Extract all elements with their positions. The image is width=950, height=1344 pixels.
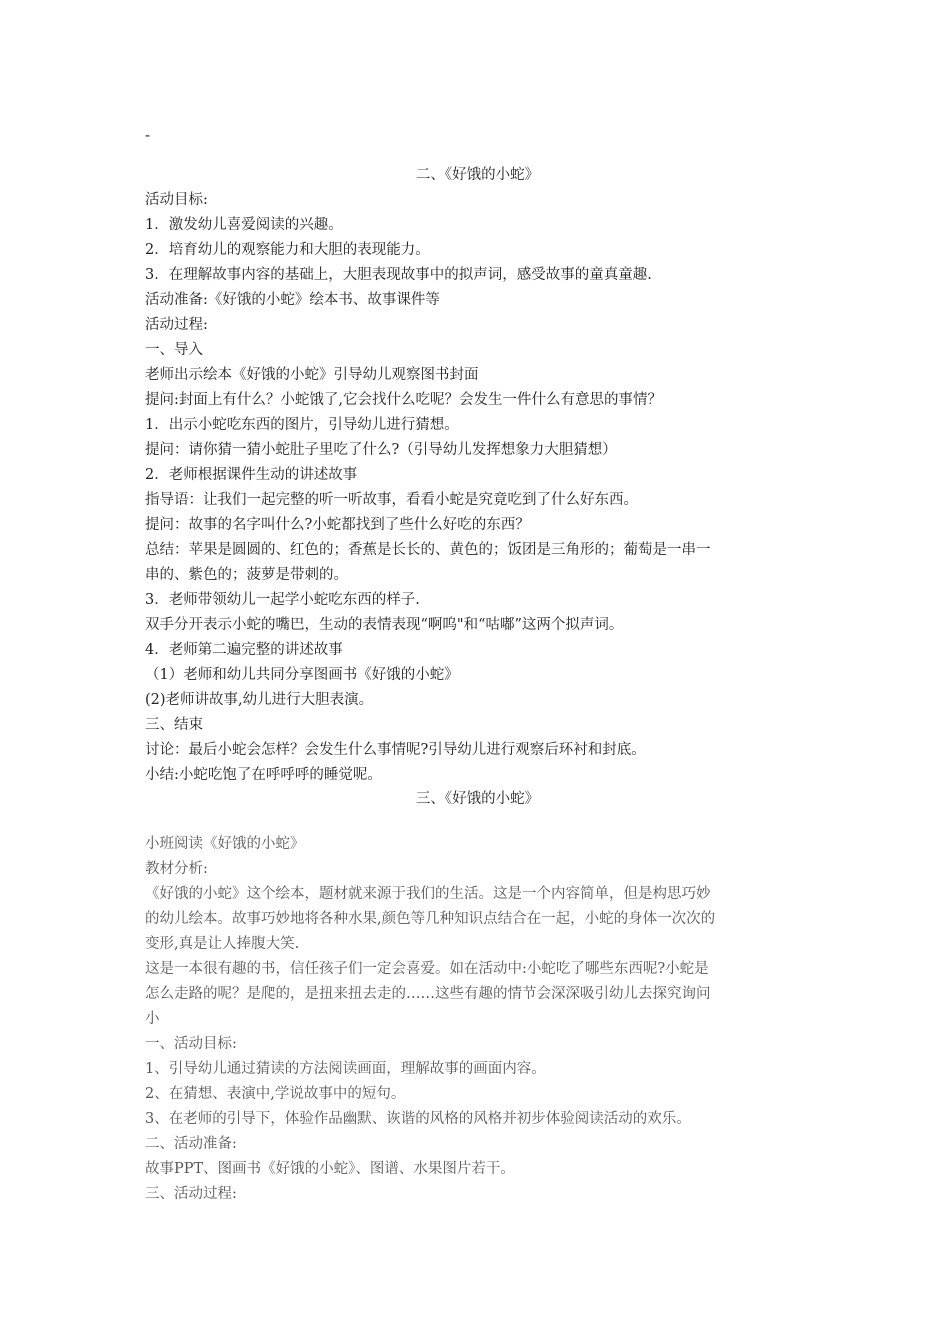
paragraph-line: 串的、紫色的；菠萝是带刺的。 bbox=[145, 567, 348, 583]
paragraph-line: 的幼儿绘本。故事巧妙地将各种水果,颜色等几种知识点结合在一起，小蛇的身体一次次的 bbox=[145, 911, 716, 927]
paragraph-line: 2．老师根据课件生动的讲述故事 bbox=[145, 467, 358, 483]
paragraph-line: 3、在老师的引导下，体验作品幽默、诙谐的风格的风格并初步体验阅读活动的欢乐。 bbox=[145, 1111, 691, 1127]
section-2 bbox=[145, 163, 810, 788]
paragraph-line: 教材分析: bbox=[145, 861, 208, 877]
paragraph-line: 一、活动目标: bbox=[145, 1036, 237, 1052]
paragraph-line: 2、在猜想、表演中,学说故事中的短句。 bbox=[145, 1086, 406, 1102]
section-2-title: 二、《好饿的小蛇》 bbox=[415, 167, 540, 183]
paragraph-line: 提问:封面上有什么？小蛇饿了,它会找什么吃呢？会发生一件什么有意思的事情？ bbox=[145, 392, 662, 408]
header-mark: - bbox=[145, 126, 151, 144]
paragraph-line: 2．培育幼儿的观察能力和大胆的表现能力。 bbox=[145, 242, 430, 258]
paragraph-line: 讨论：最后小蛇会怎样？会发生什么事情呢?引导幼儿进行观察后环衬和封底。 bbox=[145, 742, 646, 758]
paragraph-line: 活动准备:《好饿的小蛇》绘本书、故事课件等 bbox=[145, 292, 440, 308]
paragraph-line: 1．激发幼儿喜爱阅读的兴趣。 bbox=[145, 217, 343, 233]
paragraph-line: 提问：故事的名字叫什么?小蛇都找到了些什么好吃的东西？ bbox=[145, 517, 530, 533]
paragraph-line: 总结：苹果是圆圆的、红色的；香蕉是长长的、黄色的；饭团是三角形的；葡萄是一串一 bbox=[145, 542, 711, 558]
section-3-title: 三、《好饿的小蛇》 bbox=[415, 791, 540, 807]
paragraph-line: 小结:小蛇吃饱了在呼呼呼的睡觉呢。 bbox=[145, 767, 382, 783]
paragraph-line: 怎么走路的呢？是爬的，是扭来扭去走的……这些有趣的情节会深深吸引幼儿去探究询问 bbox=[145, 986, 711, 1002]
paragraph-line: 二、活动准备: bbox=[145, 1136, 237, 1152]
section-3 bbox=[145, 787, 810, 1207]
paragraph-line: 指导语：让我们一起完整的听一听故事，看看小蛇是究竟吃到了什么好东西。 bbox=[145, 492, 638, 508]
section-3-body bbox=[145, 832, 810, 1207]
paragraph-line: 老师出示绘本《好饿的小蛇》引导幼儿观察图书封面 bbox=[145, 367, 479, 383]
paragraph-line: (2)老师讲故事,幼儿进行大胆表演。 bbox=[145, 692, 374, 708]
paragraph-line: 1．出示小蛇吃东西的图片，引导幼儿进行猜想。 bbox=[145, 417, 459, 433]
section-2-body bbox=[145, 188, 810, 788]
paragraph-line: 这是一本很有趣的书，信任孩子们一定会喜爱。如在活动中:小蛇吃了哪些东西呢?小蛇是 bbox=[145, 961, 709, 977]
paragraph-line: 一、导入 bbox=[145, 342, 203, 358]
paragraph-line: 变形,真是让人捧腹大笑. bbox=[145, 936, 300, 952]
paragraph-line: 提问：请你猜一猜小蛇肚子里吃了什么?（引导幼儿发挥想象力大胆猜想） bbox=[145, 442, 617, 458]
paragraph-line: 双手分开表示小蛇的嘴巴，生动的表情表现“啊呜"和“咕嘟”这两个拟声词。 bbox=[145, 617, 624, 633]
paragraph-line: 小 bbox=[145, 1011, 160, 1027]
paragraph-line: 1、引导幼儿通过猜读的方法阅读画面，理解故事的画面内容。 bbox=[145, 1061, 546, 1077]
paragraph-line: 故事PPT、图画书《好饿的小蛇》、图谱、水果图片若干。 bbox=[145, 1161, 515, 1177]
paragraph-line: 《好饿的小蛇》这个绘本，题材就来源于我们的生活。这是一个内容简单，但是构思巧妙 bbox=[145, 886, 711, 902]
paragraph-line: 活动过程: bbox=[145, 317, 208, 333]
paragraph-line: 活动目标: bbox=[145, 192, 208, 208]
paragraph-line: 4．老师第二遍完整的讲述故事 bbox=[145, 642, 343, 658]
paragraph-line: （1）老师和幼儿共同分享图画书《好饿的小蛇》 bbox=[145, 667, 459, 683]
paragraph-line: 小班阅读《好饿的小蛇》 bbox=[145, 836, 305, 852]
paragraph-line: 3．在理解故事内容的基础上，大胆表现故事中的拟声词，感受故事的童真童趣. bbox=[145, 267, 652, 283]
paragraph-line: 3．老师带领幼儿一起学小蛇吃东西的样子. bbox=[145, 592, 420, 608]
paragraph-line: 三、活动过程: bbox=[145, 1186, 237, 1202]
paragraph-line: 三、结束 bbox=[145, 717, 203, 733]
